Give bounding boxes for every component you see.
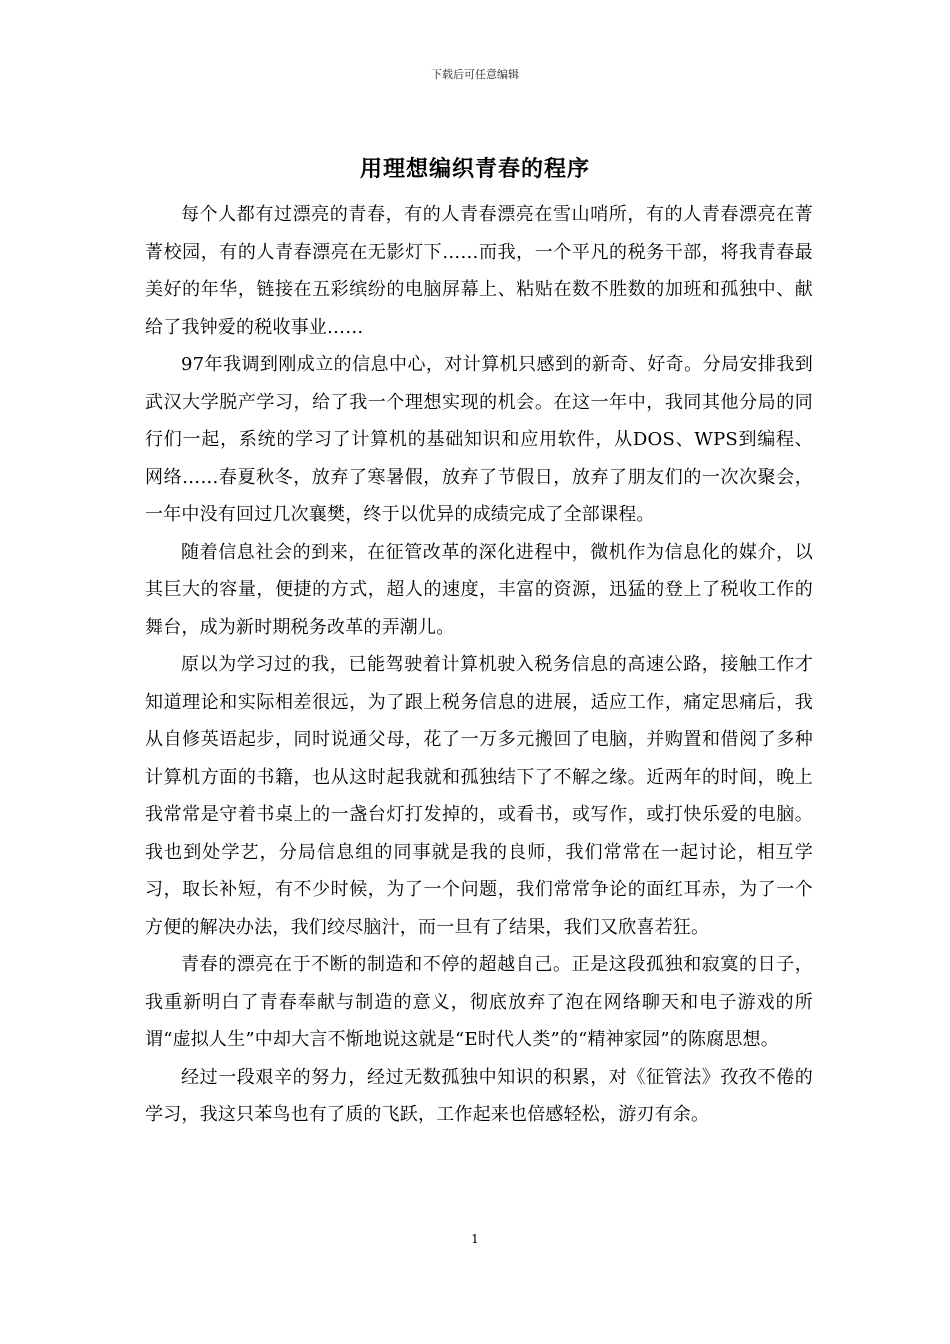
document-title: 用理想编织青春的程序 <box>359 157 590 182</box>
paragraph: 97年我调到刚成立的信息中心，对计算机只感到的新奇、好奇。分局安排我到武汉大学脱产学习，给了我一个理想实现的机会。在这一年中，我同其他分局的同行们一起，系统的学习了计算机的基础知识和应用软件，从DOS、WPS到编程、网络……春夏秋冬，放弃了寒暑假，放弃了节假日，放弃了朋友们的一次次聚会，一年中没有回过几次襄樊，终于以优异的成绩完成了全部课程。 <box>145 354 813 525</box>
paragraph: 每个人都有过漂亮的青春，有的人青春漂亮在雪山哨所，有的人青春漂亮在菁菁校园，有的人青春漂亮在无影灯下……而我，一个平凡的税务干部，将我青春最美好的年华，链接在五彩缤纷的电脑屏幕上、粘贴在数不胜数的加班和孤独中、献给了我钟爱的税收事业…… <box>145 204 813 338</box>
paragraph: 青春的漂亮在于不断的制造和不停的超越自己。正是这段孤独和寂寞的日子，我重新明白了青春奉献与制造的意义，彻底放弃了泡在网络聊天和电子游戏的所谓“虚拟人生”中却大言不惭地说这就是“E时代人类”的“精神家园”的陈腐思想。 <box>145 954 813 1050</box>
paragraph: 经过一段艰辛的努力，经过无数孤独中知识的积累，对《征管法》孜孜不倦的学习，我这只苯鸟也有了质的飞跃，工作起来也倍感轻松，游刃有余。 <box>145 1066 813 1125</box>
paragraph: 随着信息社会的到来，在征管改革的深化进程中，微机作为信息化的媒介，以其巨大的容量，便捷的方式，超人的速度，丰富的资源，迅猛的登上了税收工作的舞台，成为新时期税务改革的弄潮儿。 <box>145 541 813 638</box>
page-header: 下载后可任意编辑 <box>431 68 519 81</box>
page-number: 1 <box>471 1232 479 1246</box>
paragraph: 原以为学习过的我，已能驾驶着计算机驶入税务信息的高速公路，接触工作才知道理论和实际相差很远，为了跟上税务信息的进展，适应工作，痛定思痛后，我从自修英语起步，同时说通父母，花了一万多元搬回了电脑，并购置和借阅了多种计算机方面的书籍，也从这时起我就和孤独结下了不解之缘。近两年的时间，晚上我常常是守着书桌上的一盏台灯打发掉的，或看书，或写作，或打快乐爱的电脑。我也到处学艺，分局信息组的同事就是我的良师，我们常常在一起讨论，相互学习，取长补短，有不少时候，为了一个问题，我们常常争论的面红耳赤，为了一个方便的解决办法，我们绞尽脑汁，而一旦有了结果，我们又欣喜若狂。 <box>145 654 813 938</box>
document-body <box>145 196 813 1134</box>
